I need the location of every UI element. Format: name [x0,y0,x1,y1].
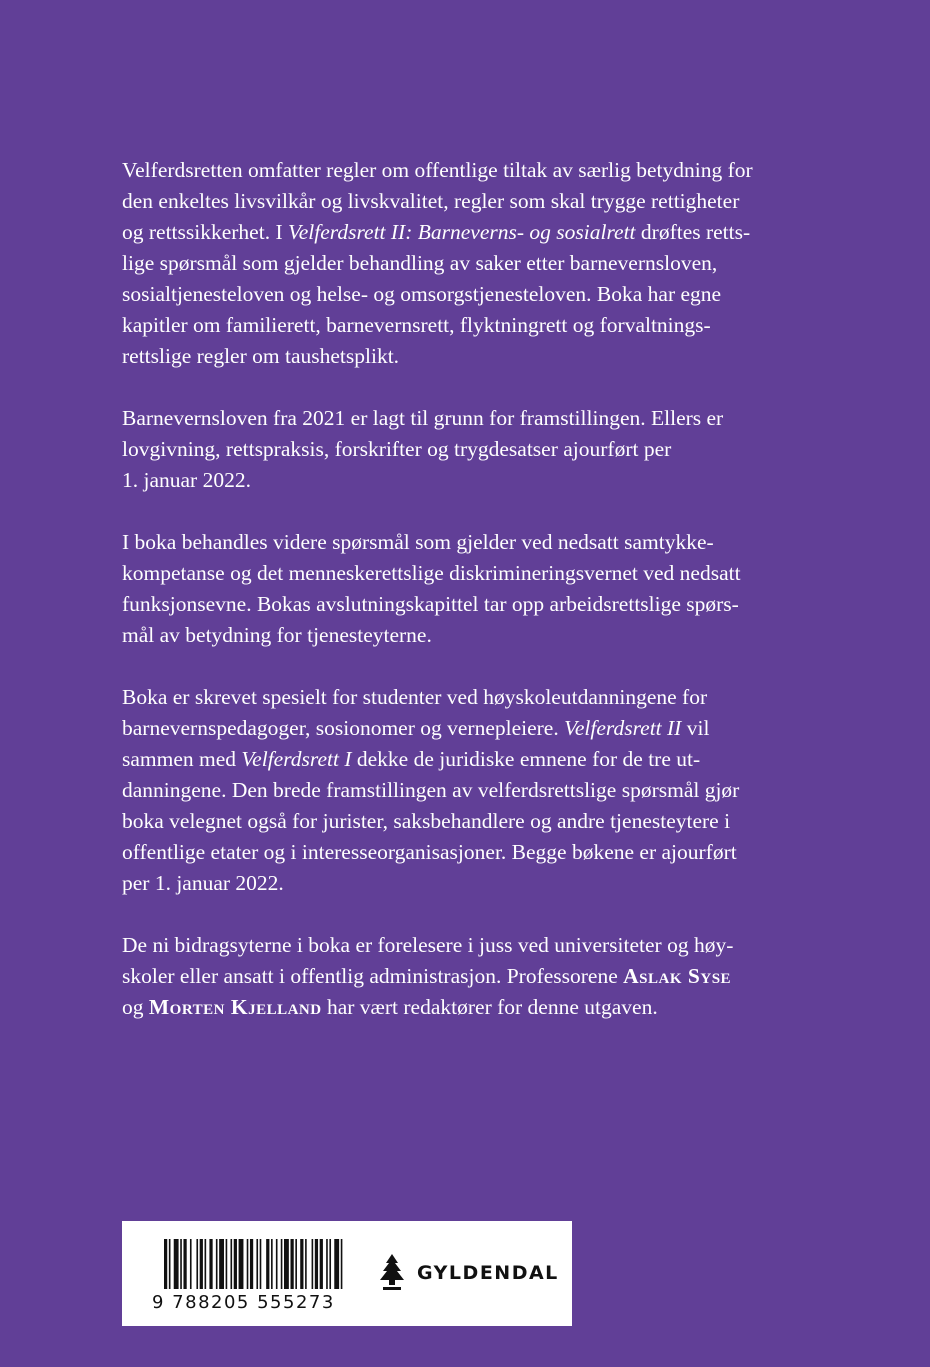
text-line [122,992,834,1023]
text-line: Velferdsretten omfatter regler om offentlige tiltak av særlig betydning for [122,158,753,182]
barcode-bar [164,1239,167,1289]
text-line: I boka behandles videre spørsmål som gjelder ved nedsatt samtykke- [122,530,714,554]
barcode-bar [230,1239,232,1289]
barcode-bar [284,1239,289,1289]
barcode-bar [266,1239,269,1289]
text-line [122,744,834,775]
barcode-bar [183,1239,186,1289]
text-line: Boka er skrevet spesielt for studenter ved høyskoleutdanningene for [122,685,708,709]
isbn-barcode [164,1239,344,1289]
barcode-bar [250,1239,253,1289]
barcode-bar [239,1239,244,1289]
text-run: vil [681,716,710,740]
blurb-paragraph-1 [122,155,834,372]
barcode-bar [276,1239,278,1289]
text-line: De ni bidragsyterne i boka er forelesere i juss ved universiteter og høy- [122,933,734,957]
blurb-paragraph-2 [122,403,834,496]
barcode-bar [200,1239,203,1289]
publisher-name: GYLDENDAL [417,1262,559,1284]
text-line [122,961,834,992]
text-run: barnevernspedagoger, sosionomer og vernepleiere. [122,716,565,740]
barcode-bar [169,1239,171,1289]
barcode-bar [290,1239,293,1289]
barcode-bar [209,1239,212,1289]
text-line: Barnevernsloven fra 2021 er lagt til grunn for framstillingen. Ellers er [122,406,724,430]
barcode-bar [341,1239,343,1289]
book-title: Velferdsrett II: Barneverns- og sosialrett [288,220,636,244]
text-run: sammen med [122,747,242,771]
text-run: drøftes retts- [635,220,751,244]
book-title: Velferdsrett I [241,747,352,771]
text-line: lige spørsmål som gjelder behandling av saker etter barnevernsloven, [122,251,718,275]
tree-icon [375,1253,409,1293]
text-line: funksjonsevne. Bokas avslutningskapittel tar opp arbeidsrettslige spørs- [122,592,739,616]
isbn-digits: 9 788205 555273 [152,1292,335,1313]
barcode-bar [334,1239,339,1289]
text-line: mål av betydning for tjenesteyterne. [122,623,432,647]
text-line: offentlige etater og i interesseorganisasjoner. Begge bøkene er ajourført [122,840,737,864]
barcode-bar [205,1239,207,1289]
blurb-paragraph-5 [122,930,834,1023]
barcode-bar [190,1239,192,1289]
text-line: rettslige regler om taushetsplikt. [122,344,400,368]
text-line: sosialtjenesteloven og helse- og omsorgstjenesteloven. Boka har egne [122,282,722,306]
barcode-bar [326,1239,328,1289]
text-run: dekke de juridiske emnene for de tre ut- [351,747,701,771]
barcode-bar [329,1239,331,1289]
back-cover-blurb [122,155,834,1054]
barcode-bar [247,1239,249,1289]
text-line: kompetanse og det menneskerettslige diskrimineringsvernet ved nedsatt [122,561,741,585]
barcode-bar [216,1239,218,1289]
barcode-bar [295,1239,297,1289]
barcode-bar [196,1239,198,1289]
text-line: lovgivning, rettspraksis, forskrifter og trygdesatser ajourført per [122,437,672,461]
text-line [122,713,834,744]
barcode-bar [305,1239,307,1289]
barcode-bar [281,1239,283,1289]
text-line: per 1. januar 2022. [122,871,284,895]
barcode-bar [271,1239,273,1289]
text-run: har vært redaktører for denne utgaven. [321,995,658,1019]
text-run: og rettssikkerhet. I [122,220,288,244]
barcode-bar [180,1239,182,1289]
barcode-publisher-panel [122,1221,572,1326]
blurb-paragraph-4 [122,682,834,899]
text-line: den enkeltes livsvilkår og livskvalitet, regler som skal trygge rettigheter [122,189,740,213]
barcode-bar [315,1239,318,1289]
text-line [122,217,834,248]
book-title: Velferdsrett II [564,716,682,740]
barcode-bar [312,1239,314,1289]
text-run: og [122,995,149,1019]
barcode-bar [234,1239,237,1289]
editor-name: Aslak Syse [623,964,732,988]
barcode-bar [174,1239,179,1289]
editor-name: Morten Kjelland [148,995,322,1019]
barcode-bar [300,1239,303,1289]
barcode-bar [320,1239,323,1289]
publisher-logo [375,1253,559,1293]
barcode-bar [219,1239,224,1289]
barcode-bar [226,1239,228,1289]
text-run: skoler eller ansatt i offentlig administrasjon. Professorene [122,964,624,988]
barcode-bar [260,1239,262,1289]
text-line: danningene. Den brede framstillingen av velferdsrettslige spørsmål gjør [122,778,740,802]
text-line: boka velegnet også for jurister, saksbehandlere og andre tjenesteytere i [122,809,731,833]
barcode-bar [256,1239,258,1289]
text-line: kapitler om familierett, barnevernsrett, flyktningrett og forvaltnings- [122,313,711,337]
blurb-paragraph-3 [122,527,834,651]
text-line: 1. januar 2022. [122,468,251,492]
